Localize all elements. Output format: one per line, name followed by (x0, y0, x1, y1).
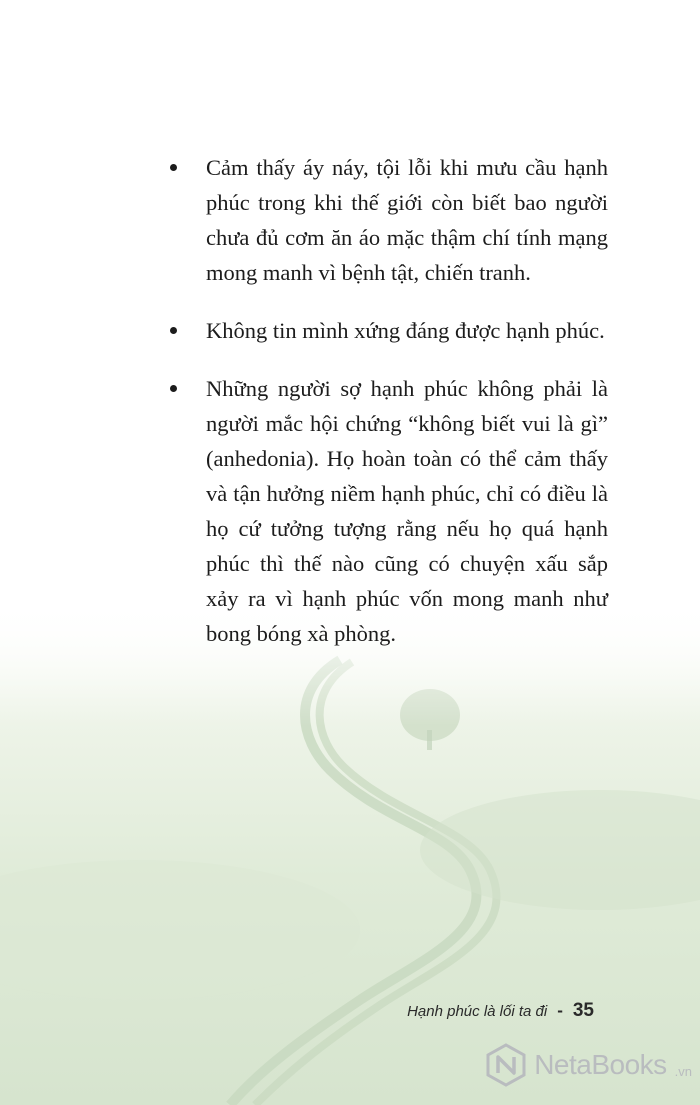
bullet-icon (170, 385, 177, 392)
list-item (168, 371, 608, 651)
page-body (168, 150, 608, 674)
watermark (484, 1043, 692, 1087)
list-item-text: Những người sợ hạnh phúc không phải là người mắc hội chứng “không biết vui là gì” (anhedonia). Họ hoàn toàn có thể cảm thấy và tận hưởng niềm hạnh phúc, chỉ có điều là họ cứ tưởng tượng rằng nếu họ quá hạnh phúc thì thế nào cũng có chuyện xấu sắp xảy ra vì hạnh phúc vốn mong manh như bong bóng xà phòng. (206, 376, 608, 646)
bullet-icon (170, 327, 177, 334)
watermark-suffix: .vn (674, 1064, 692, 1079)
meadow-path-illustration (0, 600, 700, 1105)
bullet-list (168, 150, 608, 651)
netabooks-logo-icon (484, 1043, 528, 1087)
page-footer (407, 1000, 594, 1022)
footer-separator: - (557, 1001, 563, 1020)
meadow-background-image (0, 600, 700, 1105)
running-title: Hạnh phúc là lối ta đi (407, 1003, 548, 1020)
list-item (168, 313, 608, 348)
list-item-text: Cảm thấy áy náy, tội lỗi khi mưu cầu hạnh phúc trong khi thế giới còn biết bao người chưa đủ cơm ăn áo mặc thậm chí tính mạng mong manh vì bệnh tật, chiến tranh. (206, 155, 608, 285)
bullet-icon (170, 164, 177, 171)
watermark-text: NetaBooks (534, 1049, 667, 1080)
page-number: 35 (572, 1000, 594, 1021)
list-item (168, 150, 608, 290)
list-item-text: Không tin mình xứng đáng được hạnh phúc. (206, 318, 605, 343)
